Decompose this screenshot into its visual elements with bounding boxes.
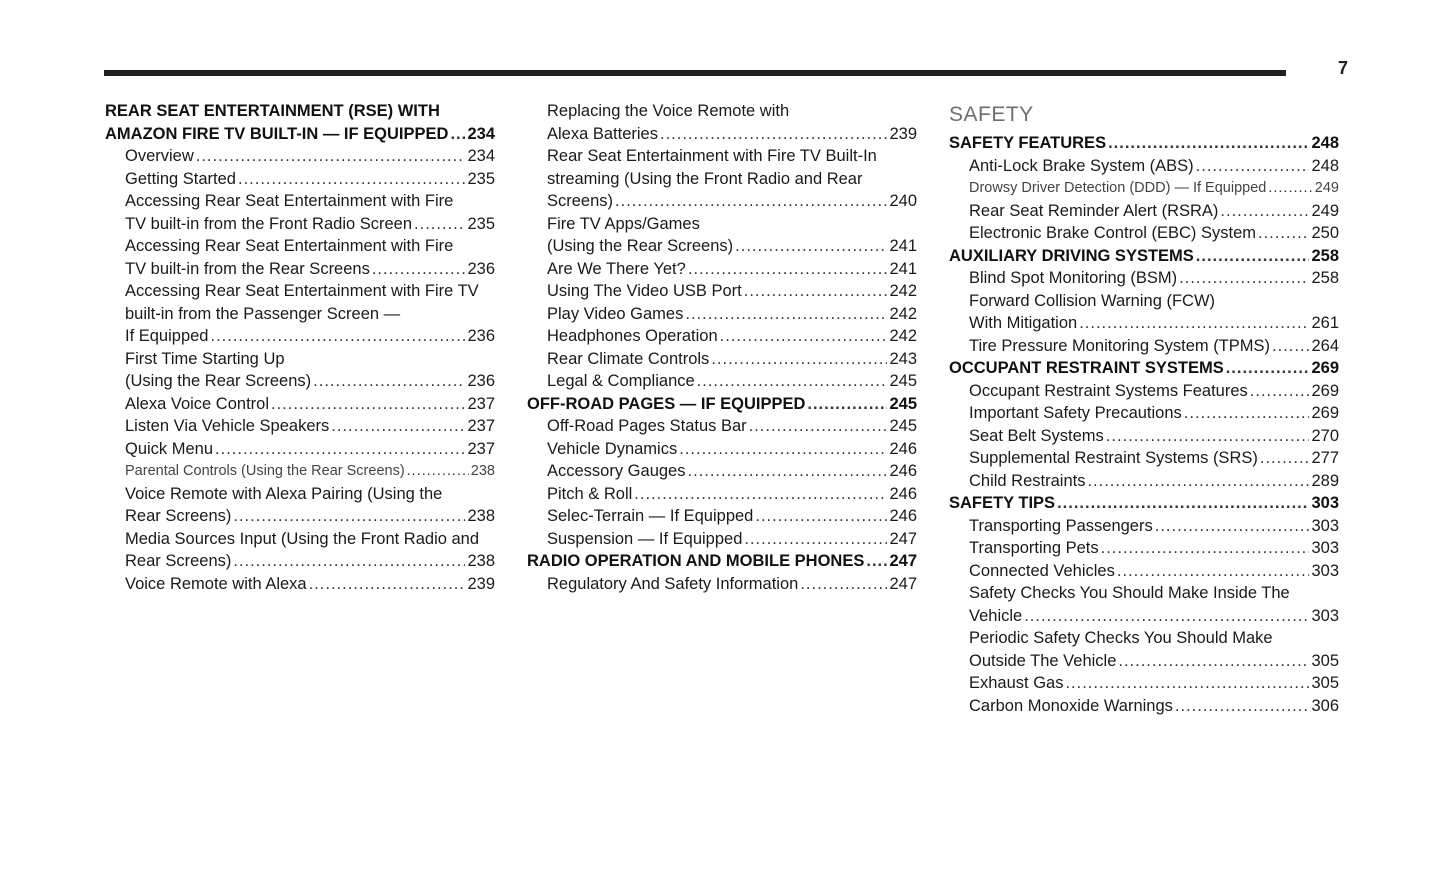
page-ref[interactable]: 277 (1311, 449, 1339, 467)
dot-leader (1101, 537, 1310, 560)
toc-heading-entry[interactable] (949, 357, 1339, 380)
toc-heading-entry[interactable] (949, 492, 1339, 515)
toc-entry[interactable] (527, 303, 917, 326)
entry-last-line (949, 492, 1339, 515)
dot-leader (1155, 515, 1310, 538)
dot-leader (450, 123, 465, 146)
page-ref[interactable]: 269 (1311, 381, 1339, 400)
entry-title-line: SAFETY TIPS (949, 494, 1056, 512)
page-ref[interactable]: 270 (1311, 426, 1339, 445)
entry-title-line: Rear Screens) (125, 507, 232, 525)
dot-leader (720, 325, 888, 348)
entry-title-line: Accessing Rear Seat Entertainment with Fire (125, 237, 454, 255)
page-ref[interactable]: 237 (467, 394, 495, 413)
entry-last-line (527, 393, 917, 416)
entry-title-line: Vehicle (969, 606, 1023, 625)
entry-title-line: Tire Pressure Monitoring System (TPMS) (969, 336, 1271, 355)
toc-entry[interactable] (527, 415, 917, 438)
entry-last-line (125, 325, 495, 348)
toc-entry[interactable] (949, 335, 1339, 358)
entry-title-line: Parental Controls (Using the Rear Screens) (125, 463, 405, 479)
toc-entry[interactable] (105, 415, 495, 438)
page-ref[interactable]: 249 (1311, 201, 1339, 220)
entry-last-line (969, 560, 1339, 583)
entry-last-line (547, 370, 917, 393)
toc-entry[interactable] (105, 235, 495, 280)
page-ref[interactable]: 246 (889, 484, 917, 503)
entry-title-line: Replacing the Voice Remote with (547, 102, 790, 120)
page-ref[interactable]: 236 (467, 327, 495, 345)
page-ref[interactable]: 258 (1311, 269, 1339, 287)
page-ref[interactable]: 238 (470, 463, 495, 479)
toc-entry[interactable] (949, 672, 1339, 695)
entry-last-line (969, 447, 1339, 470)
toc-entry[interactable] (527, 348, 917, 371)
entry-last-line (125, 505, 495, 528)
toc-entry[interactable] (105, 168, 495, 191)
entry-title-line: Important Safety Precautions (969, 404, 1182, 422)
entry-title-line: Rear Seat Reminder Alert (RSRA) (969, 201, 1219, 220)
entry-title-line: Vehicle Dynamics (547, 439, 678, 458)
toc-entry[interactable] (105, 483, 495, 528)
toc-entry[interactable] (949, 695, 1339, 718)
entry-title-line: Rear Screens) (125, 552, 232, 570)
dot-leader (1065, 672, 1309, 695)
entry-title-line: Alexa Batteries (547, 124, 658, 143)
entry-title-line: Forward Collision Warning (FCW) (969, 291, 1216, 310)
page-ref[interactable]: 303 (1311, 606, 1339, 625)
dot-leader (1117, 560, 1310, 583)
entry-last-line (125, 370, 495, 393)
entry-last-line (125, 550, 495, 573)
dot-leader (1079, 312, 1309, 335)
entry-title-line: If Equipped (125, 327, 209, 345)
entry-last-line (969, 605, 1339, 628)
entry-title-line: Electronic Brake Control (EBC) System (969, 224, 1257, 242)
toc-entry[interactable] (949, 222, 1339, 245)
page-ref[interactable]: 306 (1311, 696, 1339, 715)
page-ref[interactable]: 246 (889, 507, 917, 525)
page-ref[interactable]: 243 (889, 349, 917, 368)
dot-leader (1106, 425, 1310, 448)
page-ref[interactable]: 234 (467, 147, 495, 165)
dot-leader (735, 235, 887, 258)
entry-last-line (547, 483, 917, 506)
entry-last-line (969, 515, 1339, 538)
page-ref[interactable]: 264 (1311, 336, 1339, 355)
toc-heading-entry[interactable] (527, 393, 917, 416)
dot-leader (800, 573, 887, 596)
dot-leader (1272, 335, 1309, 358)
entry-last-line (969, 155, 1339, 178)
dot-leader (660, 123, 887, 146)
entry-last-line (125, 415, 495, 438)
entry-title-line: Accessory Gauges (547, 462, 686, 480)
entry-title-line: TV built-in from the Front Radio Screen (125, 214, 413, 233)
entry-title-line: AMAZON FIRE TV BUILT-IN — IF EQUIPPED (105, 124, 449, 143)
toc-entry[interactable] (105, 460, 495, 483)
page-ref[interactable]: 245 (889, 394, 917, 413)
dot-leader (1196, 245, 1310, 268)
entry-last-line (949, 245, 1339, 268)
entry-title-line: Alexa Voice Control (125, 394, 269, 413)
dot-leader (749, 415, 888, 438)
entry-title-line: Voice Remote with Alexa Pairing (Using the (125, 484, 443, 503)
entry-title-line: Carbon Monoxide Warnings (969, 696, 1173, 715)
entry-title-line: Transporting Passengers (969, 516, 1153, 535)
section-title: SAFETY (949, 103, 1034, 126)
page-ref[interactable]: 261 (1311, 314, 1339, 332)
toc-entry[interactable] (527, 100, 917, 145)
entry-title-line: Rear Climate Controls (547, 349, 710, 368)
entry-title-line: Play Video Games (547, 304, 684, 323)
dot-leader (407, 460, 469, 483)
toc-entry[interactable] (527, 573, 917, 596)
page-ref[interactable]: 269 (1311, 404, 1339, 422)
page-ref[interactable]: 234 (467, 124, 495, 143)
entry-title-line: Anti-Lock Brake System (ABS) (969, 156, 1194, 175)
dot-leader (271, 393, 465, 416)
toc-column-1 (105, 100, 495, 595)
entry-last-line (125, 213, 495, 236)
dot-leader (331, 415, 465, 438)
entry-last-line (547, 573, 917, 596)
entry-title-line: Off-Road Pages Status Bar (547, 417, 747, 435)
dot-leader (1118, 650, 1309, 673)
entry-last-line (969, 650, 1339, 673)
entry-last-line (969, 222, 1339, 245)
page-ref[interactable]: 238 (467, 507, 495, 525)
dot-leader (697, 370, 888, 393)
entry-last-line (547, 505, 917, 528)
entry-title-line: AUXILIARY DRIVING SYSTEMS (949, 246, 1194, 265)
entry-last-line (125, 460, 495, 483)
entry-title-line: Headphones Operation (547, 327, 718, 345)
dot-leader (1184, 402, 1310, 425)
page-ref[interactable]: 235 (467, 214, 495, 233)
entry-title-line: Screens) (547, 192, 614, 210)
toc-entry[interactable] (949, 515, 1339, 538)
entry-title-line: OCCUPANT RESTRAINT SYSTEMS (949, 359, 1224, 377)
page-ref[interactable]: 245 (889, 417, 917, 435)
dot-leader (414, 213, 465, 236)
entry-title-line: Rear Seat Entertainment with Fire TV Built-In (547, 147, 877, 165)
page-ref[interactable]: 245 (889, 372, 917, 390)
toc-entry[interactable] (527, 258, 917, 281)
toc-entry[interactable] (527, 280, 917, 303)
entry-title-line: Accessing Rear Seat Entertainment with Fire (125, 192, 454, 210)
entry-title-line: Selec-Terrain — If Equipped (547, 507, 754, 525)
dot-leader (615, 190, 887, 213)
entry-last-line (547, 438, 917, 461)
dot-leader (309, 573, 466, 596)
entry-last-line (969, 402, 1339, 425)
entry-last-line (527, 550, 917, 573)
entry-last-line (547, 235, 917, 258)
entry-last-line (125, 393, 495, 416)
page-ref[interactable]: 238 (467, 552, 495, 570)
toc-entry[interactable] (949, 290, 1339, 335)
entry-title-line: Transporting Pets (969, 539, 1099, 557)
page-ref[interactable]: 240 (889, 192, 917, 210)
page-ref[interactable]: 303 (1311, 561, 1339, 580)
toc-entry[interactable] (527, 145, 917, 213)
entry-last-line (125, 573, 495, 596)
toc-entry[interactable] (527, 370, 917, 393)
toc-entry[interactable] (527, 505, 917, 528)
dot-leader (196, 145, 466, 168)
page-ref[interactable]: 236 (467, 372, 495, 390)
toc-entry[interactable] (527, 213, 917, 258)
toc-entry[interactable] (949, 380, 1339, 403)
dot-leader (1108, 132, 1309, 155)
entry-last-line (125, 145, 495, 168)
entry-title-line: Using The Video USB Port (547, 282, 742, 300)
page-ref[interactable]: 248 (1311, 134, 1339, 152)
entry-title-line: Getting Started (125, 169, 236, 188)
entry-title-line: Blind Spot Monitoring (BSM) (969, 269, 1178, 287)
dot-leader (1220, 200, 1309, 223)
toc-heading-entry[interactable] (527, 550, 917, 573)
entry-title-line: Outside The Vehicle (969, 651, 1117, 670)
entry-title-line: Regulatory And Safety Information (547, 574, 799, 593)
entry-last-line (547, 280, 917, 303)
dot-leader (711, 348, 887, 371)
page-ref[interactable]: 305 (1311, 651, 1339, 670)
entry-last-line (969, 672, 1339, 695)
entry-title-line: RADIO OPERATION AND MOBILE PHONES (527, 552, 865, 570)
entry-last-line (969, 312, 1339, 335)
entry-title-line: (Using the Rear Screens) (547, 237, 734, 255)
dot-leader (755, 505, 887, 528)
entry-last-line (547, 190, 917, 213)
entry-title-line: OFF-ROAD PAGES — IF EQUIPPED (527, 394, 806, 413)
toc-entry[interactable] (949, 402, 1339, 425)
dot-leader (1175, 695, 1310, 718)
page-ref[interactable]: 239 (889, 124, 917, 143)
page-ref[interactable]: 241 (889, 237, 917, 255)
entry-title-line: Overview (125, 147, 194, 165)
toc-entry[interactable] (105, 573, 495, 596)
dot-leader (1258, 222, 1309, 245)
header-rule (104, 70, 1286, 76)
toc-entry[interactable] (105, 348, 495, 393)
entry-last-line (547, 258, 917, 281)
toc-heading-entry[interactable] (105, 100, 495, 145)
page-ref[interactable]: 246 (889, 462, 917, 480)
entry-title-line: Media Sources Input (Using the Front Radio and (125, 529, 480, 548)
entry-last-line (969, 267, 1339, 290)
entry-last-line (969, 425, 1339, 448)
dot-leader (866, 550, 887, 573)
page-ref[interactable]: 247 (889, 529, 917, 548)
entry-title-line: Suspension — If Equipped (547, 529, 743, 548)
toc-entry[interactable] (527, 460, 917, 483)
entry-title-line: Periodic Safety Checks You Should Make (969, 629, 1273, 647)
page-ref[interactable]: 303 (1311, 516, 1339, 535)
entry-last-line (125, 438, 495, 461)
toc-entry[interactable] (105, 438, 495, 461)
entry-last-line (969, 380, 1339, 403)
toc-entry[interactable] (949, 425, 1339, 448)
dot-leader (372, 258, 466, 281)
dot-leader (679, 438, 887, 461)
dot-leader (1057, 492, 1309, 515)
toc-entry[interactable] (949, 155, 1339, 178)
toc-entry[interactable] (527, 438, 917, 461)
dot-leader (215, 438, 465, 461)
entry-last-line (125, 168, 495, 191)
entry-title-line: Quick Menu (125, 439, 214, 458)
entry-last-line (969, 537, 1339, 560)
page-ref[interactable]: 303 (1311, 494, 1339, 512)
page-ref[interactable]: 242 (889, 304, 917, 323)
toc-entry[interactable] (527, 483, 917, 506)
page-ref[interactable]: 235 (467, 169, 495, 188)
entry-title-line: Pitch & Roll (547, 484, 633, 503)
dot-leader (634, 483, 887, 506)
toc-entry[interactable] (949, 582, 1339, 627)
page-ref[interactable]: 249 (1314, 180, 1339, 196)
dot-leader (238, 168, 465, 191)
entry-last-line (949, 357, 1339, 380)
toc-entry[interactable] (105, 393, 495, 416)
entry-title-line: streaming (Using the Front Radio and Rear (547, 169, 863, 188)
dot-leader (233, 505, 465, 528)
dot-leader (1268, 177, 1312, 200)
entry-title-line: Are We There Yet? (547, 259, 686, 278)
entry-title-line: TV built-in from the Rear Screens (125, 259, 370, 278)
toc-entry[interactable] (949, 267, 1339, 290)
page-ref[interactable]: 237 (467, 417, 495, 435)
entry-title-line: built-in from the Passenger Screen — (125, 304, 401, 323)
toc-column-2 (527, 100, 917, 595)
toc-heading-entry[interactable] (949, 245, 1339, 268)
page-ref[interactable]: 247 (889, 574, 917, 593)
entry-title-line: First Time Starting Up (125, 349, 285, 368)
entry-last-line (969, 470, 1339, 493)
dot-leader (687, 460, 887, 483)
page-ref[interactable]: 289 (1311, 471, 1339, 490)
toc-entry[interactable] (949, 447, 1339, 470)
toc-entry[interactable] (949, 560, 1339, 583)
toc-entry[interactable] (949, 537, 1339, 560)
dot-leader (744, 528, 887, 551)
entry-title-line: With Mitigation (969, 314, 1078, 332)
dot-leader (1024, 605, 1309, 628)
page-ref[interactable]: 241 (889, 259, 917, 278)
page-ref[interactable]: 258 (1311, 246, 1339, 265)
toc-entry[interactable] (105, 280, 495, 348)
toc-entry[interactable] (527, 325, 917, 348)
entry-title-line: REAR SEAT ENTERTAINMENT (RSE) WITH (105, 102, 440, 120)
page-ref[interactable]: 248 (1311, 156, 1339, 175)
dot-leader (313, 370, 465, 393)
entry-last-line (969, 177, 1339, 200)
entry-title-line: SAFETY FEATURES (949, 134, 1107, 152)
toc-entry[interactable] (949, 470, 1339, 493)
entry-title-line: Connected Vehicles (969, 561, 1115, 580)
dot-leader (685, 303, 887, 326)
page-ref[interactable]: 247 (889, 552, 917, 570)
entry-last-line (969, 335, 1339, 358)
entry-title-line: Fire TV Apps/Games (547, 214, 700, 233)
toc-entry[interactable] (949, 200, 1339, 223)
entry-title-line: Accessing Rear Seat Entertainment with Fire TV (125, 282, 479, 300)
page-ref[interactable]: 250 (1311, 224, 1339, 242)
entry-last-line (547, 123, 917, 146)
entry-last-line (969, 695, 1339, 718)
dot-leader (1196, 155, 1310, 178)
page-ref[interactable]: 236 (467, 259, 495, 278)
page-ref[interactable]: 246 (889, 439, 917, 458)
entry-last-line (125, 258, 495, 281)
dot-leader (744, 280, 888, 303)
dot-leader (1226, 357, 1310, 380)
entry-title-line: Occupant Restraint Systems Features (969, 381, 1248, 400)
entry-title-line: Voice Remote with Alexa (125, 574, 307, 593)
page-ref[interactable]: 269 (1311, 359, 1339, 377)
toc-entry[interactable] (105, 528, 495, 573)
toc-column-3 (949, 100, 1339, 717)
entry-last-line (949, 132, 1339, 155)
toc-heading-entry[interactable] (949, 132, 1339, 155)
toc-entry[interactable] (527, 528, 917, 551)
entry-last-line (547, 415, 917, 438)
entry-title-line: Seat Belt Systems (969, 426, 1104, 445)
page-ref[interactable]: 239 (467, 574, 495, 593)
toc-entry[interactable] (949, 177, 1339, 200)
dot-leader (233, 550, 465, 573)
entry-title-line: (Using the Rear Screens) (125, 372, 312, 390)
dot-leader (210, 325, 465, 348)
toc-entry[interactable] (105, 145, 495, 168)
entry-last-line (547, 528, 917, 551)
dot-leader (1179, 267, 1309, 290)
entry-last-line (547, 325, 917, 348)
entry-title-line: Drowsy Driver Detection (DDD) — If Equipped (969, 180, 1267, 196)
dot-leader (807, 393, 887, 416)
dot-leader (1087, 470, 1309, 493)
entry-last-line (547, 303, 917, 326)
entry-title-line: Supplemental Restraint Systems (SRS) (969, 449, 1258, 467)
entry-last-line (105, 123, 495, 146)
page-ref[interactable]: 303 (1311, 539, 1339, 557)
dot-leader (688, 258, 888, 281)
toc-entry[interactable] (105, 190, 495, 235)
entry-title-line: Listen Via Vehicle Speakers (125, 417, 330, 435)
dot-leader (1260, 447, 1310, 470)
entry-last-line (547, 460, 917, 483)
toc-entry[interactable] (949, 627, 1339, 672)
page-ref[interactable]: 305 (1311, 674, 1339, 692)
page-ref[interactable]: 237 (467, 439, 495, 458)
dot-leader (1250, 380, 1310, 403)
entry-title-line: Safety Checks You Should Make Inside The (969, 584, 1290, 602)
entry-title-line: Exhaust Gas (969, 674, 1064, 692)
entry-last-line (969, 200, 1339, 223)
entry-title-line: Child Restraints (969, 471, 1086, 490)
page-number: 7 (1337, 58, 1348, 78)
entry-title-line: Legal & Compliance (547, 372, 695, 390)
page-ref[interactable]: 242 (889, 282, 917, 300)
page-ref[interactable]: 242 (889, 327, 917, 345)
entry-last-line (547, 348, 917, 371)
